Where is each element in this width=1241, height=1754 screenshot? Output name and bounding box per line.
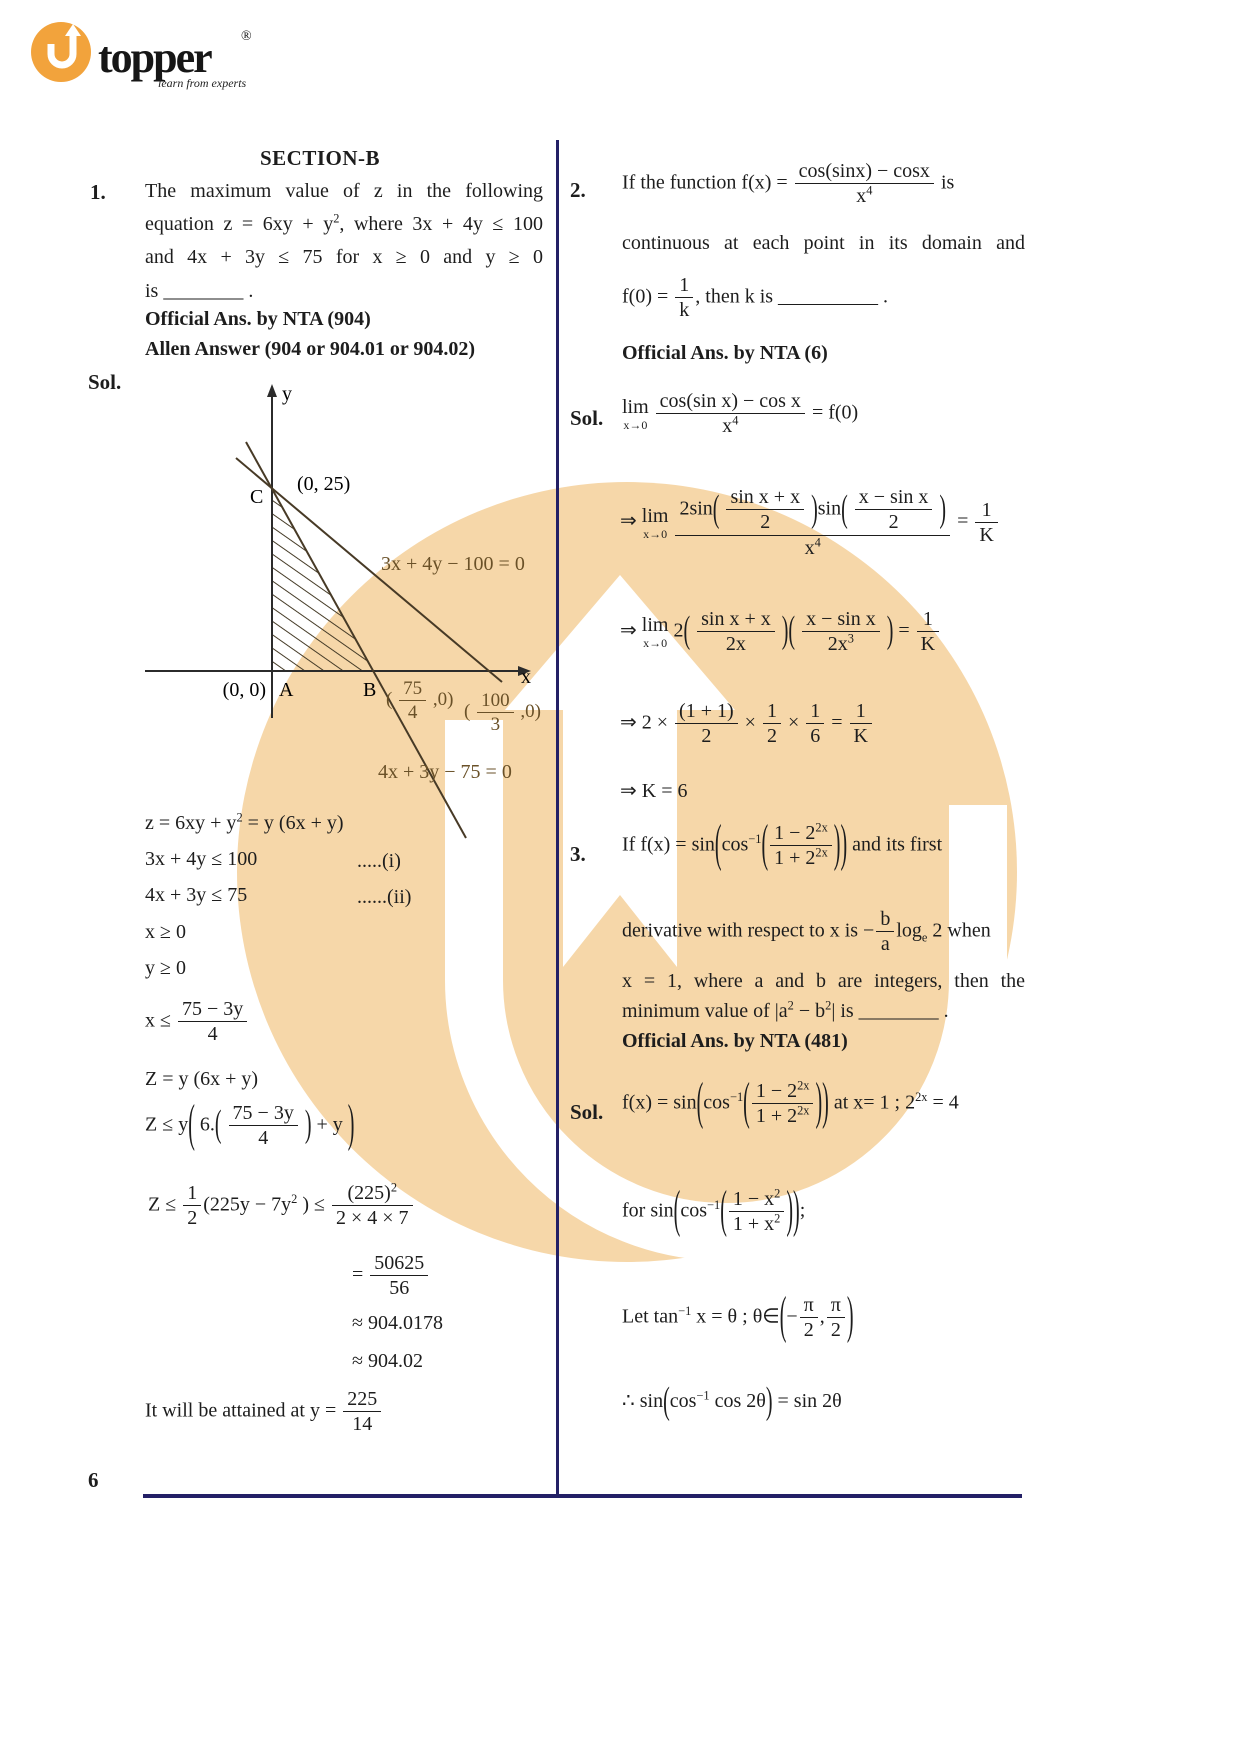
q1-line-2: equation $z = 6xy + y^2$, where 3x + 4y ≤ 100 — [145, 211, 543, 235]
q2-sol-step-5: ⇒ K = 6 — [620, 780, 688, 802]
q3-official-answer: Official Ans. by NTA (481) — [622, 1030, 848, 1052]
q1-step-12: ≈ 904.02 — [352, 1350, 423, 1372]
q1-step-2 — [145, 848, 545, 871]
graph-c-label: C — [250, 486, 264, 508]
q3-line-4: minimum value of $|a^2 - b^2|$ is ________ . — [622, 998, 949, 1022]
q1-step-11: ≈ 904.0178 — [352, 1312, 443, 1334]
q3-sol-step-4: ∴ $\sin(\cos^{-1}$ cos 2θ) = sin 2θ — [622, 1380, 842, 1423]
q2-sol-step-1: lim x→0 $\frac{\text{cos(sin x) − cos x}}{x^4}$ = f(0) — [622, 390, 859, 438]
registered-mark: ® — [241, 29, 252, 44]
graph-p754-label: ( $\frac{75}{4}$ ,0) — [386, 678, 454, 724]
q1-step-6: x ≤ $\frac{75 - 3y}{4}$ — [145, 998, 249, 1046]
graph-y-label: y — [282, 383, 292, 405]
q1-step-7: Z = y (6x + y) — [145, 1068, 259, 1090]
q1-step-13: It will be attained at y = $\frac{225}{14}$ — [145, 1388, 383, 1436]
logo-circle — [31, 22, 91, 82]
q1-line-4: is ________ . — [145, 280, 254, 302]
q3-sol-step-1: $f(x) = \sin(\cos^{-1}$( $\frac{1 - 2^{2x}}{1 + 2^{2x}}$ )) at x= 1 ; $2^{2x} = 4$ — [622, 1073, 959, 1132]
graph-p00-label: (0, 0) — [222, 679, 266, 701]
graph-p1003-label: ( $\frac{100}{3}$ ,0) — [464, 690, 541, 736]
q1-step-3-math: 4x + 3y ≤ 75 — [145, 884, 248, 906]
q3-number: 3. — [570, 842, 586, 866]
q1-step-3 — [145, 884, 545, 907]
q3-line-1: If $f(x) = \sin(\cos^{-1}$( $\frac{1 - 2^{2x}}{1 + 2^{2x}}$ )) and its first — [622, 815, 943, 874]
graph-x-label: x — [521, 666, 531, 688]
q1-step-1: $z = 6xy + y^2 = y$ (6x + y) — [145, 810, 344, 834]
q1-step-5: y ≥ 0 — [145, 957, 186, 979]
q2-line-1: If the function f(x) = $\frac{\cos(\sin x) - \cos x}{x^4}$ is — [622, 160, 955, 208]
brand-logo — [28, 14, 258, 92]
q1-sol-label: Sol. — [88, 370, 122, 394]
bottom-rule — [143, 1494, 1022, 1498]
brand-wordmark: topper — [98, 33, 211, 82]
y-axis-arrow-icon — [267, 384, 277, 397]
graph-p025-label: (0, 25) — [297, 473, 351, 495]
q2-line-3: f(0) = $\frac{1}{k}$ , then k is __________ . — [622, 274, 889, 322]
column-divider — [556, 140, 559, 1497]
q1-step-4: x ≥ 0 — [145, 921, 186, 943]
q2-sol-step-2: ⇒ lim x→0 2sin( $\frac{\text{sin x + x}}{2}$ )sin( $\frac{\text{x − sin x}}{2}$ ) $x^4$ = $\frac{1}{K}$ — [620, 486, 1000, 559]
q2-official-answer: Official Ans. by NTA (6) — [622, 342, 828, 364]
q1-step-2-math: 3x + 4y ≤ 100 — [145, 848, 258, 870]
q1-step-10: = $\frac{50625}{56}$ — [352, 1252, 430, 1300]
q1-step-3-tag: ......(ii) — [357, 886, 412, 908]
q1-line-1: The maximum value of z in the following — [145, 180, 543, 202]
q1-graph — [135, 378, 547, 848]
q2-sol-step-4: ⇒ 2 × $\frac{(1 + 1)}{2}$ × $\frac{1}{2}$ × $\frac{1}{6}$ = $\frac{1}{K}$ — [620, 700, 874, 748]
q3-sol-step-3: Let $\tan^{-1} x = \theta$ ; θ∈(− $\frac{\pi}{2}$ , $\frac{\pi}{2}$ ) — [622, 1287, 854, 1346]
q2-line-2: continuous at each point in its domain and — [622, 232, 1025, 254]
q2-sol-step-3: ⇒ lim x→0 2( $\frac{\text{sin x + x}}{2x}$ )( $\frac{\text{x − sin x}}{2x^3}$ ) = $\frac{1}{K}$ — [620, 608, 941, 656]
q3-line-2: derivative with respect to x is − $\frac{b}{a}$ $\log_e 2$ when — [622, 908, 991, 956]
q1-allen-answer: Allen Answer (904 or 904.01 or 904.02) — [145, 338, 475, 360]
q1-line-3: and 4x + 3y ≤ 75 for x ≥ 0 and y ≥ 0 — [145, 246, 543, 268]
q1-official-answer: Official Ans. by NTA (904) — [145, 308, 371, 330]
section-title: SECTION-B — [259, 146, 381, 170]
graph-line2-label: 4x + 3y − 75 = 0 — [378, 761, 512, 783]
q2-sol-label: Sol. — [570, 406, 604, 430]
q1-step-8: Z ≤ y( 6.( $\frac{75 - 3y}{4}$ ) + y ) — [145, 1095, 355, 1154]
graph-line1-label: 3x + 4y − 100 = 0 — [381, 553, 525, 575]
graph-b-label: B — [363, 679, 377, 701]
q1-step-2-tag: .....(i) — [357, 850, 401, 872]
q3-sol-label: Sol. — [570, 1100, 604, 1124]
q1-step-9: Z ≤ $\frac{1}{2}$ ($225y - 7y^2$ ) ≤ $\frac{(225)^2}{2 \times 4 \times 7}$ — [148, 1182, 415, 1230]
graph-a-label: A — [279, 679, 294, 701]
page-number: 6 — [88, 1468, 99, 1492]
q2-number: 2. — [570, 178, 586, 202]
q1-number: 1. — [90, 180, 106, 204]
q3-line-3: x = 1, where a and b are integers, then the — [622, 970, 1025, 992]
q3-sol-step-2: for $\sin(\cos^{-1}$( $\frac{1 - x^2}{1 + x^2}$ )); — [622, 1181, 806, 1240]
brand-tagline: learn from experts — [158, 76, 247, 90]
